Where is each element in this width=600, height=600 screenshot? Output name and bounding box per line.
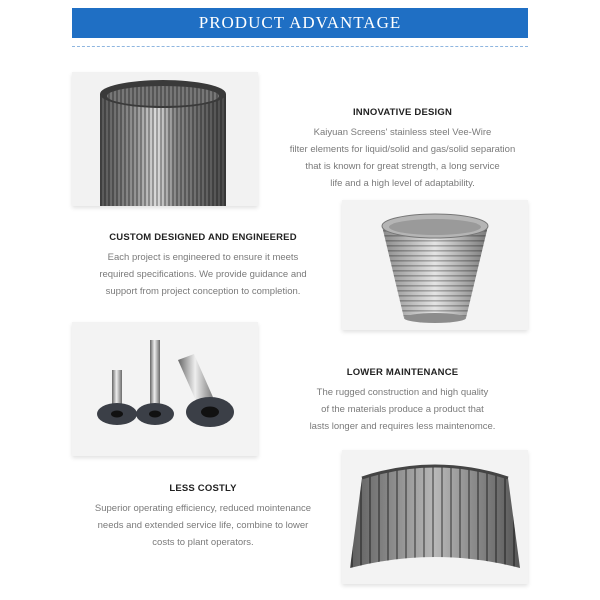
feature-text-line: lasts longer and requires less maintenomce. (309, 421, 496, 432)
flanged-nozzles-image (72, 322, 258, 456)
conical-basket-image (342, 200, 528, 330)
feature-title: CUSTOM DESIGNED AND ENGINEERED (109, 232, 297, 243)
feature-innovative-design (270, 107, 535, 192)
feature-text-line: Each project is engineered to ensure it meets (107, 252, 299, 263)
feature-text-line: costs to plant operators. (152, 537, 254, 548)
header-divider (72, 46, 528, 47)
feature-text-line: life and a high level of adaptability. (330, 178, 475, 189)
header-banner (72, 8, 528, 38)
feature-text-line: that is known for great strength, a long service (305, 161, 500, 172)
feature-text-line: of the materials produce a product that (321, 404, 484, 415)
feature-less-costly (72, 483, 334, 551)
feature-text-line: needs and extended service life, combine to lower (97, 520, 309, 531)
feature-text-line: support from project conception to completion. (105, 286, 301, 297)
feature-text-line: required specifications. We provide guidance and (99, 269, 307, 280)
page-title: PRODUCT ADVANTAGE (198, 13, 402, 32)
cylinder-screen-image (72, 72, 258, 206)
feature-text-line: Superior operating efficiency, reduced mointenance (94, 503, 312, 514)
feature-custom-designed (72, 232, 334, 300)
feature-lower-maintenance (290, 367, 515, 435)
sieve-bend-panel-image (342, 450, 528, 584)
feature-text-line: filter elements for liquid/solid and gas/solid separation (289, 144, 516, 155)
feature-title: INNOVATIVE DESIGN (352, 107, 453, 118)
feature-text-line: The rugged construction and high quality (316, 387, 489, 398)
feature-title: LOWER MAINTENANCE (346, 367, 459, 378)
feature-text-line: Kaiyuan Screens' stainless steel Vee-Wire (313, 127, 492, 138)
feature-title: LESS COSTLY (169, 483, 237, 494)
